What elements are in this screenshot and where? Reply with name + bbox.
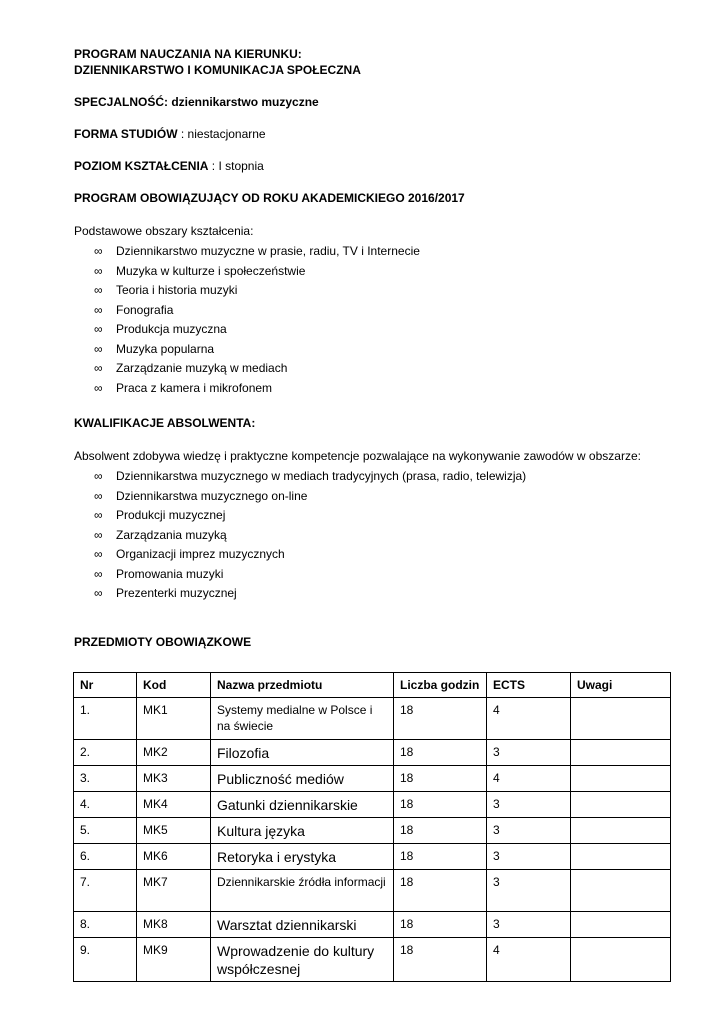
list-item-text: Zarządzania muzyką bbox=[116, 527, 227, 542]
cell-ects: 3 bbox=[487, 792, 571, 818]
column-header-nr: Nr bbox=[74, 673, 137, 698]
program-valid-from: PROGRAM OBOWIĄZUJĄCY OD ROKU AKADEMICKIEGO 2016/2017 bbox=[74, 191, 465, 205]
infinity-bullet-icon: ∞ bbox=[94, 566, 103, 581]
infinity-bullet-icon: ∞ bbox=[94, 361, 103, 375]
cell-nazwa: Retoryka i erystyka bbox=[211, 844, 394, 870]
cell-kod: MK2 bbox=[137, 740, 211, 766]
list-item-text: Muzyka popularna bbox=[116, 341, 215, 356]
list-item bbox=[74, 545, 674, 565]
cell-godziny: 18 bbox=[394, 766, 487, 792]
infinity-bullet-icon: ∞ bbox=[94, 469, 103, 483]
list-item bbox=[74, 281, 674, 301]
cell-nr: 8. bbox=[74, 912, 137, 938]
cell-uwagi bbox=[571, 938, 671, 982]
list-item-text: Dziennikarstwa muzycznego w mediach tradycyjnych (prasa, radio, telewizja) bbox=[116, 469, 527, 483]
cell-godziny: 18 bbox=[394, 740, 487, 766]
cell-ects: 3 bbox=[487, 740, 571, 766]
program-title-line-1: PROGRAM NAUCZANIA NA KIERUNKU: bbox=[74, 47, 302, 61]
table-row bbox=[74, 740, 671, 766]
infinity-bullet-icon: ∞ bbox=[94, 547, 103, 561]
cell-godziny: 18 bbox=[394, 912, 487, 938]
table-row bbox=[74, 938, 671, 982]
study-form-line bbox=[74, 126, 674, 142]
infinity-bullet-icon: ∞ bbox=[94, 527, 103, 542]
cell-ects: 4 bbox=[487, 698, 571, 740]
cell-uwagi bbox=[571, 818, 671, 844]
subjects-heading: PRZEDMIOTY OBOWIĄZKOWE bbox=[74, 634, 252, 649]
infinity-bullet-icon: ∞ bbox=[94, 302, 103, 317]
cell-nazwa: Wprowadzenie do kultury współczesnej bbox=[211, 938, 394, 982]
column-header-uwagi: Uwagi bbox=[571, 673, 671, 698]
cell-nazwa: Warsztat dziennikarski bbox=[211, 912, 394, 938]
table-row bbox=[74, 818, 671, 844]
table-header-row bbox=[74, 673, 671, 698]
list-item-text: Prezenterki muzycznej bbox=[116, 586, 237, 600]
list-item bbox=[74, 340, 674, 360]
list-item-text: Fonografia bbox=[116, 302, 174, 317]
table-row bbox=[74, 912, 671, 938]
specialty-line: SPECJALNOŚĆ: dziennikarstwo muzyczne bbox=[74, 95, 319, 109]
list-item bbox=[74, 262, 674, 282]
cell-ects: 3 bbox=[487, 818, 571, 844]
table-row bbox=[74, 870, 671, 912]
cell-nazwa: Gatunki dziennikarskie bbox=[211, 792, 394, 818]
cell-nr: 9. bbox=[74, 938, 137, 982]
qualifications-intro: Absolwent zdobywa wiedzę i praktyczne kompetencje pozwalające na wykonywanie zawodów w obszarze: bbox=[74, 449, 641, 463]
list-item-text: Promowania muzyki bbox=[116, 566, 224, 581]
study-form-value: : niestacjonarne bbox=[177, 127, 266, 141]
cell-kod: MK1 bbox=[137, 698, 211, 740]
list-item-text: Zarządzanie muzyką w mediach bbox=[116, 361, 288, 375]
study-form-label: FORMA STUDIÓW bbox=[74, 127, 178, 141]
cell-nazwa: Kultura języka bbox=[211, 818, 394, 844]
cell-nr: 5. bbox=[74, 818, 137, 844]
education-level-line bbox=[74, 158, 674, 174]
cell-kod: MK6 bbox=[137, 844, 211, 870]
infinity-bullet-icon: ∞ bbox=[94, 322, 103, 336]
cell-uwagi bbox=[571, 844, 671, 870]
cell-uwagi bbox=[571, 698, 671, 740]
cell-uwagi bbox=[571, 792, 671, 818]
table-row bbox=[74, 792, 671, 818]
cell-kod: MK5 bbox=[137, 818, 211, 844]
list-item bbox=[74, 526, 674, 546]
cell-ects: 3 bbox=[487, 912, 571, 938]
list-item-text: Organizacji imprez muzycznych bbox=[116, 547, 285, 561]
column-header-nazwa: Nazwa przedmiotu bbox=[211, 673, 394, 698]
document-page bbox=[74, 46, 674, 650]
list-item bbox=[74, 379, 674, 399]
cell-godziny: 18 bbox=[394, 792, 487, 818]
areas-list bbox=[74, 242, 674, 398]
program-title bbox=[74, 46, 674, 78]
list-item-text: Teoria i historia muzyki bbox=[116, 283, 238, 297]
program-title-line-2: DZIENNIKARSTWO I KOMUNIKACJA SPOŁECZNA bbox=[74, 63, 361, 77]
list-item-text: Praca z kamera i mikrofonem bbox=[116, 380, 273, 395]
cell-ects: 4 bbox=[487, 766, 571, 792]
qualifications-list bbox=[74, 467, 674, 604]
cell-kod: MK9 bbox=[137, 938, 211, 982]
education-level-value: : I stopnia bbox=[208, 159, 264, 173]
list-item-text: Muzyka w kulturze i społeczeństwie bbox=[116, 263, 306, 278]
qualifications-heading: KWALIFIKACJE ABSOLWENTA: bbox=[74, 416, 256, 430]
column-header-godziny: Liczba godzin bbox=[394, 673, 487, 698]
cell-godziny: 18 bbox=[394, 818, 487, 844]
infinity-bullet-icon: ∞ bbox=[94, 380, 103, 395]
infinity-bullet-icon: ∞ bbox=[94, 508, 103, 522]
cell-kod: MK4 bbox=[137, 792, 211, 818]
subjects-table bbox=[73, 672, 671, 982]
table-row bbox=[74, 766, 671, 792]
cell-uwagi bbox=[571, 740, 671, 766]
cell-nr: 2. bbox=[74, 740, 137, 766]
list-item bbox=[74, 301, 674, 321]
areas-intro: Podstawowe obszary kształcenia: bbox=[74, 224, 254, 238]
cell-nr: 4. bbox=[74, 792, 137, 818]
column-header-ects: ECTS bbox=[487, 673, 571, 698]
list-item bbox=[74, 487, 674, 507]
education-level-label: POZIOM KSZTAŁCENIA bbox=[74, 159, 209, 173]
cell-nr: 6. bbox=[74, 844, 137, 870]
cell-ects: 4 bbox=[487, 938, 571, 982]
list-item bbox=[74, 320, 674, 340]
cell-uwagi bbox=[571, 766, 671, 792]
column-header-kod: Kod bbox=[137, 673, 211, 698]
list-item-text: Dziennikarstwo muzyczne w prasie, radiu, TV i Internecie bbox=[116, 244, 420, 258]
list-item-text: Dziennikarstwa muzycznego on-line bbox=[116, 488, 308, 503]
cell-godziny: 18 bbox=[394, 870, 487, 912]
list-item bbox=[74, 359, 674, 379]
list-item-text: Produkcja muzyczna bbox=[116, 322, 227, 336]
cell-nr: 3. bbox=[74, 766, 137, 792]
cell-godziny: 18 bbox=[394, 938, 487, 982]
cell-godziny: 18 bbox=[394, 698, 487, 740]
infinity-bullet-icon: ∞ bbox=[94, 488, 103, 503]
list-item-text: Produkcji muzycznej bbox=[116, 508, 226, 522]
cell-ects: 3 bbox=[487, 844, 571, 870]
table-row bbox=[74, 698, 671, 740]
cell-kod: MK7 bbox=[137, 870, 211, 912]
cell-uwagi bbox=[571, 870, 671, 912]
cell-kod: MK3 bbox=[137, 766, 211, 792]
cell-nazwa: Publiczność mediów bbox=[211, 766, 394, 792]
cell-nazwa: Systemy medialne w Polsce i na świecie bbox=[211, 698, 394, 740]
infinity-bullet-icon: ∞ bbox=[94, 586, 103, 600]
cell-godziny: 18 bbox=[394, 844, 487, 870]
list-item bbox=[74, 242, 674, 262]
cell-nazwa: Dziennikarskie źródła informacji bbox=[211, 870, 394, 912]
list-item bbox=[74, 584, 674, 604]
infinity-bullet-icon: ∞ bbox=[94, 341, 103, 356]
list-item bbox=[74, 565, 674, 585]
list-item bbox=[74, 506, 674, 526]
cell-kod: MK8 bbox=[137, 912, 211, 938]
infinity-bullet-icon: ∞ bbox=[94, 283, 103, 297]
table-row bbox=[74, 844, 671, 870]
cell-nr: 7. bbox=[74, 870, 137, 912]
cell-uwagi bbox=[571, 912, 671, 938]
cell-ects: 3 bbox=[487, 870, 571, 912]
infinity-bullet-icon: ∞ bbox=[94, 244, 103, 258]
list-item bbox=[74, 467, 674, 487]
cell-nazwa: Filozofia bbox=[211, 740, 394, 766]
cell-nr: 1. bbox=[74, 698, 137, 740]
infinity-bullet-icon: ∞ bbox=[94, 263, 103, 278]
